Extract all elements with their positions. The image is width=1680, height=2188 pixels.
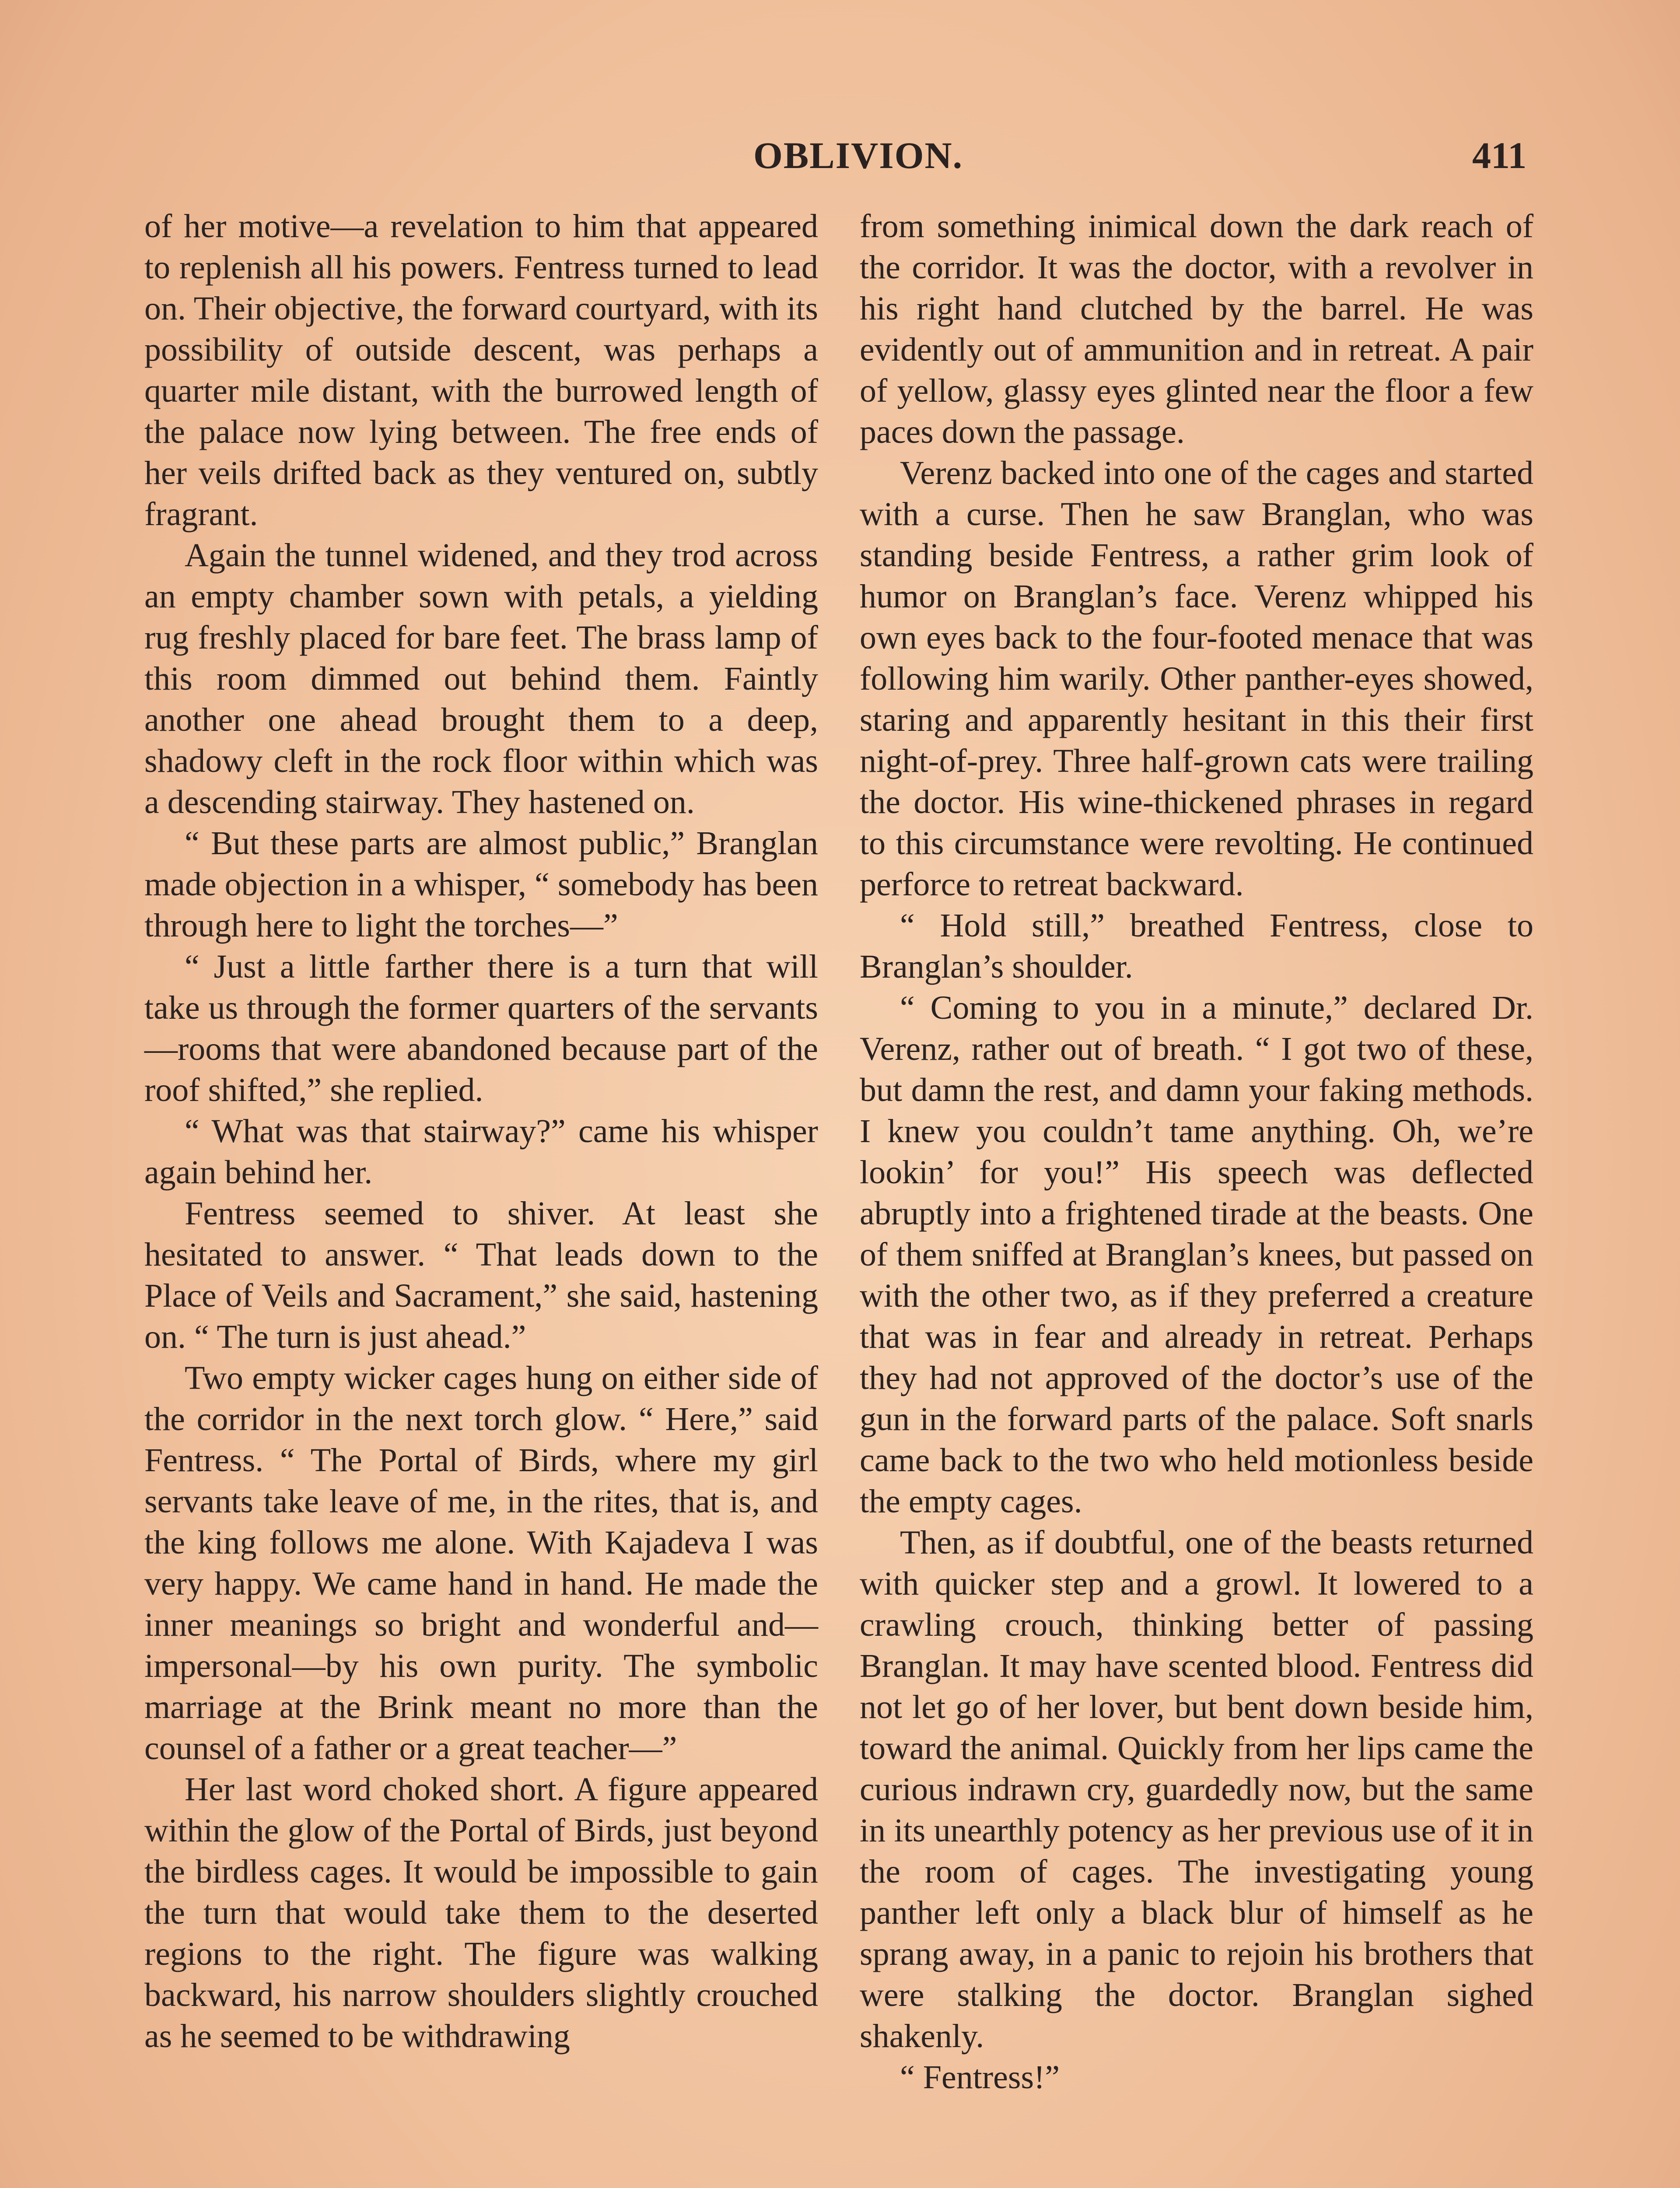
paragraph: of her motive—a revelation to him that appeared to replenish all his powers. Fentress turned to lead on. Their objective, the forward courtyard, with its possibility of outside descent, was perhaps a quarter mile distant, with the burrowed length of the palace now lying between. The free ends of her veils drifted back as they ventured on, subtly fragrant. bbox=[144, 208, 818, 533]
left-text-column bbox=[144, 206, 818, 2057]
page-header bbox=[0, 131, 1680, 179]
right-text-column bbox=[860, 206, 1533, 2098]
paragraph: Then, as if doubtful, one of the beasts returned with quicker step and a growl. It lowered to a crawling crouch, thinking better of passing Branglan. It may have scented blood. Fentress did not let go of her lover, but bent down beside him, toward the animal. Quickly from her lips came the curious indrawn cry, guardedly now, but the same in its unearthly potency as her previous use of it in the room of cages. The investigating young panther left only a black blur of himself as he sprang away, in a panic to rejoin his brothers that were stalking the doctor. Branglan sighed shakenly. bbox=[860, 1524, 1533, 2055]
paragraph: Two empty wicker cages hung on either side of the corridor in the next torch glow. “ Here,” said Fentress. “ The Portal of Birds, where my girl servants take leave of me, in the rites, that is, and the king follows me alone. With Kajadeva I was very happy. We came hand in hand. He made the inner meanings so bright and wonderful and—impersonal—by his own purity. The symbolic marriage at the Brink meant no more than the counsel of a father or a great teacher—” bbox=[144, 1360, 818, 1767]
paragraph: “ Hold still,” breathed Fentress, close to Branglan’s shoulder. bbox=[860, 907, 1533, 985]
paragraph: “ What was that stairway?” came his whisper again behind her. bbox=[144, 1113, 818, 1191]
page-number: 411 bbox=[1472, 134, 1527, 176]
paragraph: “ But these parts are almost public,” Branglan made objection in a whisper, “ somebody has been through here to light the torches—” bbox=[144, 825, 818, 944]
paragraph: from something inimical down the dark reach of the corridor. It was the doctor, with a revolver in his right hand clutched by the barrel. He was evidently out of ammunition and in retreat. A pair of yellow, glassy eyes glinted near the floor a few paces down the passage. bbox=[860, 208, 1533, 450]
paragraph: Verenz backed into one of the cages and started with a curse. Then he saw Branglan, who was standing beside Fentress, a rather grim look of humor on Branglan’s face. Verenz whipped his own eyes back to the four-footed menace that was following him warily. Other panther-eyes showed, staring and apparently hesitant in this their first night-of-prey. Three half-grown cats were trailing the doctor. His wine-thickened phrases in regard to this circumstance were revolting. He continued perforce to retreat backward. bbox=[860, 455, 1533, 903]
paragraph: Fentress seemed to shiver. At least she hesitated to answer. “ That leads down to the Place of Veils and Sacrament,” she said, hastening on. “ The turn is just ahead.” bbox=[144, 1195, 818, 1355]
paragraph: “ Just a little farther there is a turn that will take us through the former quarters of the servants—rooms that were abandoned because part of the roof shifted,” she replied. bbox=[144, 948, 818, 1108]
running-title: OBLIVION. bbox=[753, 134, 963, 176]
paragraph: Again the tunnel widened, and they trod across an empty chamber sown with petals, a yielding rug freshly placed for bare feet. The brass lamp of this room dimmed out behind them. Faintly another one ahead brought them to a deep, shadowy cleft in the rock floor within which was a descending stairway. They hastened on. bbox=[144, 537, 818, 820]
paragraph: “ Coming to you in a minute,” declared Dr. Verenz, rather out of breath. “ I got two of these, but damn the rest, and damn your faking methods. I knew you couldn’t tame anything. Oh, we’re lookin’ for you!” His speech was deflected abruptly into a frightened tirade at the beasts. One of them sniffed at Branglan’s knees, but passed on with the other two, as if they preferred a creature that was in fear and already in retreat. Perhaps they had not approved of the doctor’s use of the gun in the forward parts of the palace. Soft snarls came back to the two who held motionless beside the empty cages. bbox=[860, 989, 1533, 1520]
paragraph: Her last word choked short. A figure appeared within the glow of the Portal of Birds, just beyond the birdless cages. It would be impossible to gain the turn that would take them to the deserted regions to the right. The figure was walking backward, his narrow shoulders slightly crouched as he seemed to be withdrawing bbox=[144, 1771, 818, 2055]
paragraph: “ Fentress!” bbox=[900, 2059, 1060, 2096]
